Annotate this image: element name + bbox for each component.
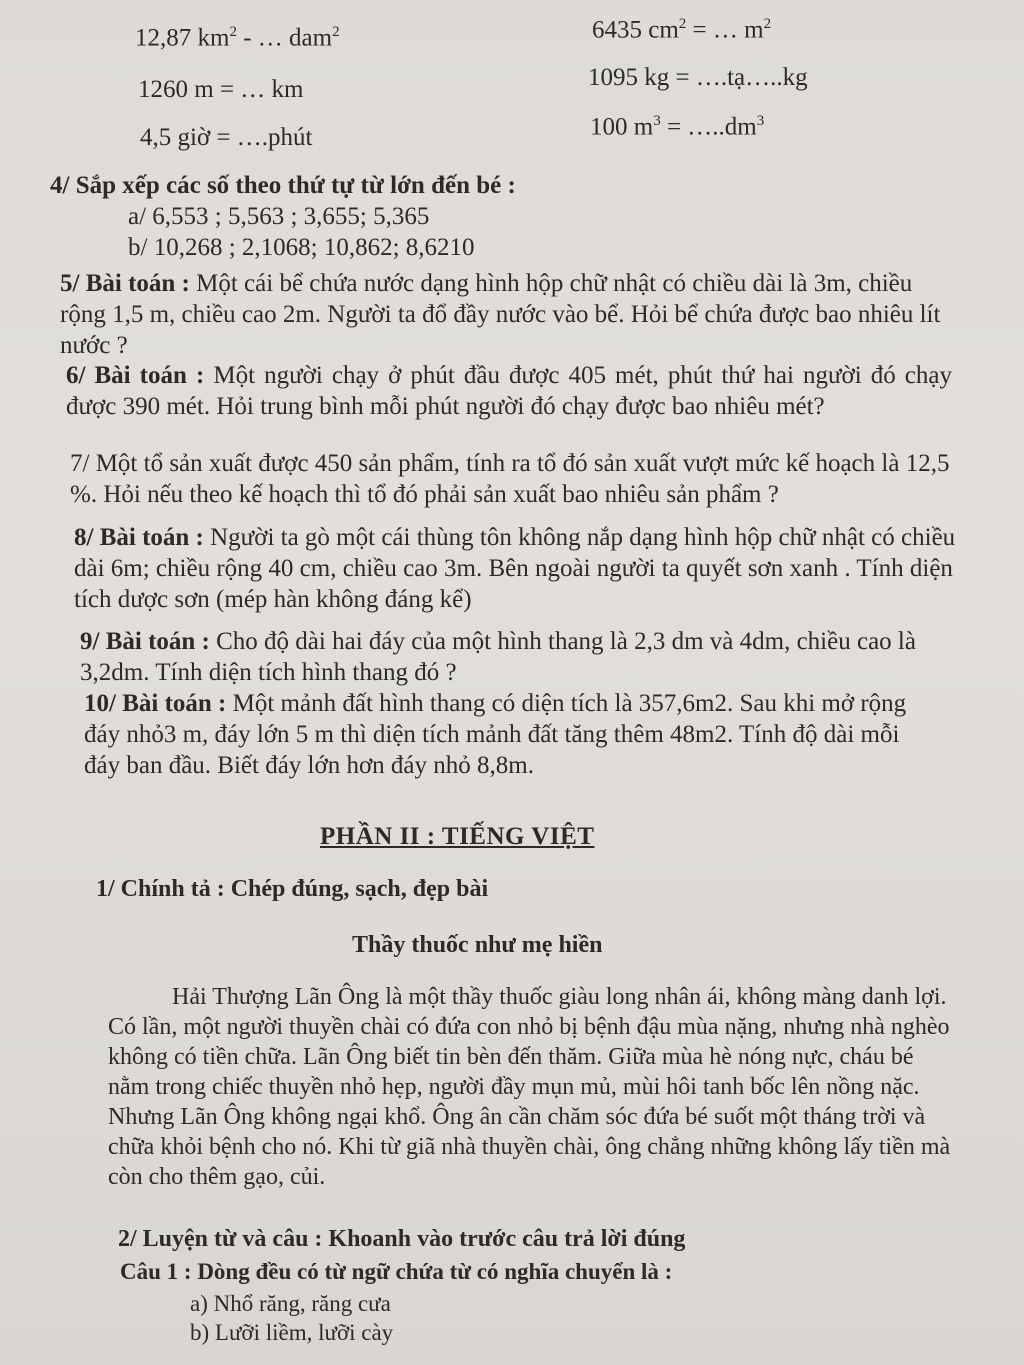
question-label: 6/ Bài toán : bbox=[66, 362, 205, 389]
answer-option-b: b) Lưỡi liềm, lưỡi cày bbox=[190, 1320, 394, 1345]
passage-title: Thầy thuốc như mẹ hiền bbox=[352, 932, 603, 958]
question-label: Câu 1 : bbox=[120, 1259, 192, 1284]
question-text: Một tổ sản xuất được 450 sản phẩm, tính ra tổ đó sản xuất vượt mức kế hoạch là 12,5 %. Hỏi nếu theo kế hoạch thì tổ đó phải sản xuất bao nhiêu sản phẩm ? bbox=[70, 450, 950, 508]
vocabulary-question-1 bbox=[120, 1256, 672, 1287]
question-label: 9/ Bài toán : bbox=[80, 628, 210, 655]
conversion-text: 12,87 km bbox=[135, 24, 230, 52]
answer-option-a: a) Nhổ răng, răng cưa bbox=[190, 1291, 391, 1316]
question-5 bbox=[60, 268, 950, 361]
conversion-text: = … m bbox=[686, 16, 764, 44]
superscript: 3 bbox=[756, 113, 765, 129]
conversion-item bbox=[135, 24, 340, 52]
conversion-text: = …..dm bbox=[660, 113, 757, 141]
question-text: Một cái bể chứa nước dạng hình hộp chữ nhật có chiều dài là 3m, chiều rộng 1,5 m, chiều cao 2m. Người ta đổ đầy nước vào bể. Hỏi bể chứa được bao nhiêu lít nước ? bbox=[60, 270, 941, 359]
superscript: 2 bbox=[229, 24, 237, 40]
dictation-heading: 1/ Chính tả : Chép đúng, sạch, đẹp bài bbox=[96, 876, 489, 902]
dictation-passage bbox=[108, 982, 958, 1192]
question-9 bbox=[80, 626, 920, 688]
question-4-option-b: b/ 10,268 ; 2,1068; 10,862; 8,6210 bbox=[128, 234, 475, 261]
conversion-text: 100 m bbox=[590, 113, 654, 141]
question-10 bbox=[84, 688, 940, 781]
superscript: 2 bbox=[763, 16, 772, 32]
superscript: 3 bbox=[653, 113, 661, 129]
conversion-item bbox=[140, 124, 312, 152]
question-text: Một người chạy ở phút đầu được 405 mét, phút thứ hai người đó chạy được 390 mét. Hỏi trung bình mỗi phút người đó chạy được bao nhiêu mét? bbox=[66, 362, 952, 420]
question-label: 10/ Bài toán : bbox=[84, 690, 227, 717]
question-6 bbox=[66, 360, 952, 422]
conversion-item bbox=[590, 113, 764, 141]
conversion-item bbox=[592, 16, 771, 44]
conversion-text: 1260 m = … km bbox=[138, 76, 304, 103]
question-4-option-a: a/ 6,553 ; 5,563 ; 3,655; 5,365 bbox=[128, 203, 430, 230]
vocabulary-heading: 2/ Luyện từ và câu : Khoanh vào trước câu trả lời đúng bbox=[118, 1226, 686, 1252]
question-text: Cho độ dài hai đáy của một hình thang là 2,3 dm và 4dm, chiều cao là 3,2dm. Tính diện tích hình thang đó ? bbox=[80, 628, 916, 686]
conversion-text: 4,5 giờ = ….phút bbox=[140, 124, 313, 151]
conversion-text: - … dam bbox=[236, 24, 333, 52]
question-4-heading: 4/ Sắp xếp các số theo thứ tự từ lớn đến bé : bbox=[50, 172, 516, 199]
conversion-text: 6435 cm bbox=[592, 16, 679, 44]
question-text: Người ta gò một cái thùng tôn không nắp dạng hình hộp chữ nhật có chiều dài 6m; chiều rộng 40 cm, chiều cao 3m. Bên ngoài người ta quyết sơn xanh . Tính diện tích dược sơn (mép hàn không đáng kể) bbox=[74, 524, 956, 613]
question-label: 7/ bbox=[70, 450, 90, 477]
superscript: 2 bbox=[332, 24, 340, 40]
question-text: Một mảnh đất hình thang có diện tích là 357,6m2. Sau khi mở rộng đáy nhỏ3 m, đáy lớn 5 m thì diện tích mảnh đất tăng thêm 48m2. Tính độ dài mỗi đáy ban đầu. Biết đáy lớn hơn đáy nhỏ 8,8m. bbox=[84, 690, 907, 779]
conversion-item bbox=[138, 76, 304, 104]
question-8 bbox=[74, 522, 958, 615]
passage-text: Hải Thượng Lãn Ông là một thầy thuốc giàu long nhân ái, không màng danh lợi. Có lần, một người thuyền chài có đứa con nhỏ bị bệnh đậu mùa nặng, nhưng nhà nghèo không có tiền chữa. Lãn Ông biết tin bèn đến thăm. Giữa mùa hè nóng nực, cháu bé nằm trong chiếc thuyền nhỏ hẹp, người đầy mụn mủ, mùi hôi tanh bốc lên nồng nặc. Nhưng Lãn Ông không ngại khổ. Ông ân cần chăm sóc đứa bé suốt một tháng trời và chữa khỏi bệnh cho nó. Khi từ giã nhà thuyền chài, ông chẳng những không lấy tiền mà còn cho thêm gạo, củi. bbox=[108, 984, 951, 1190]
question-text: Dòng đều có từ ngữ chứa từ có nghĩa chuyển là : bbox=[191, 1259, 673, 1284]
conversion-item bbox=[588, 64, 808, 92]
question-label: 8/ Bài toán : bbox=[74, 524, 204, 551]
superscript: 2 bbox=[678, 16, 687, 32]
conversion-text: 1095 kg = ….tạ…..kg bbox=[588, 64, 808, 91]
part-2-title: PHẦN II : TIẾNG VIỆT bbox=[320, 823, 595, 850]
question-label: 5/ Bài toán : bbox=[60, 270, 190, 297]
question-7 bbox=[70, 448, 954, 510]
